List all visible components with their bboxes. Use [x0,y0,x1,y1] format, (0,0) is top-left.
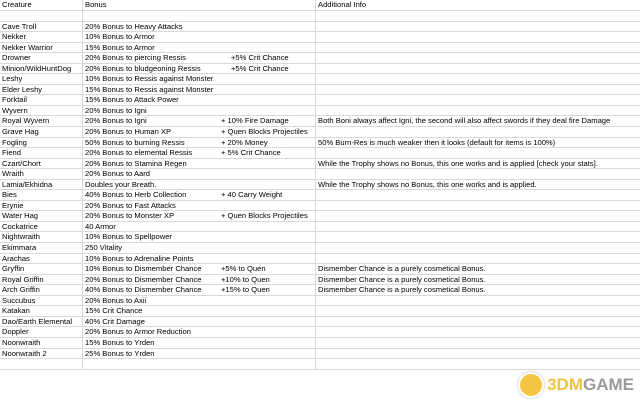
cell-creature[interactable]: Leshy [0,74,83,84]
cell-bonus[interactable] [83,53,316,63]
table-row [0,138,640,149]
table-row [0,169,640,180]
bonus-text: 15% Bonus to Yrden [85,337,155,347]
cell-creature[interactable] [0,359,83,369]
cell-bonus[interactable] [83,232,316,242]
cell-creature[interactable]: Lamia/Ekhidna [0,180,83,190]
cell-info[interactable] [316,349,640,359]
cell-creature[interactable]: Fogling [0,138,83,148]
bonus-text: 10% Bonus to Spellpower [85,232,172,242]
cell-info[interactable] [316,211,640,221]
table-row [0,296,640,307]
table-row [0,327,640,338]
cell-bonus[interactable] [83,11,316,21]
cell-creature[interactable]: Forktail [0,95,83,105]
bonus-extra: +15% to Quen [221,285,270,295]
table-row [0,201,640,212]
cell-bonus[interactable] [83,180,316,190]
cell-bonus[interactable] [83,243,316,253]
cell-bonus[interactable] [83,148,316,158]
bonus-text: 15% Bonus to Ressis against Monster [85,84,214,94]
table-row [0,222,640,233]
cell-bonus[interactable] [83,317,316,327]
bonus-extra: +10% to Quen [221,274,270,284]
cell-bonus[interactable] [83,349,316,359]
table-row [0,159,640,170]
cell-info[interactable] [316,222,640,232]
cell-bonus[interactable] [83,264,316,274]
cell-info[interactable] [316,359,640,369]
bonus-text: 40% Bonus to Herb Collection [85,190,187,200]
watermark-suffix: GAME [583,375,634,394]
bonus-text: 15% Crit Chance [85,306,143,316]
bonus-text: 20% Bonus to elemental Ressis [85,148,193,158]
table-row [0,232,640,243]
cell-info[interactable] [316,95,640,105]
table-row [0,180,640,191]
table-row [0,11,640,22]
cell-creature[interactable]: Wraith [0,169,83,179]
cell-info[interactable]: Dismember Chance is a purely cosmetical Bonus. [318,264,486,274]
header-bonus[interactable]: Bonus [83,0,316,10]
cell-bonus[interactable] [83,275,316,285]
cell-creature[interactable]: Drowner [0,53,83,63]
bonus-extra: + 10% Fire Damage [221,116,289,126]
cell-creature[interactable]: Fiend [0,148,83,158]
cell-info[interactable]: Dismember Chance is a purely cosmetical Bonus. [318,274,486,284]
cell-creature[interactable]: Noonwraith 2 [0,349,83,359]
table-row [0,275,640,286]
cell-info[interactable] [316,53,640,63]
table-row [0,64,640,75]
table-body [0,11,640,370]
bonus-text: 20% Bonus to Fast Attacks [85,200,176,210]
cell-info[interactable] [316,43,640,53]
cell-info[interactable] [316,243,640,253]
cell-bonus[interactable] [83,43,316,53]
cell-creature[interactable]: Minion/WildHuntDog [0,64,83,74]
table-row [0,32,640,43]
cell-info[interactable]: While the Trophy shows no Bonus, this one works and is applied [check your stats]. [318,158,598,168]
cell-bonus[interactable] [83,138,316,148]
table-row [0,359,640,370]
cell-creature[interactable]: Bies [0,190,83,200]
cell-info[interactable] [316,306,640,316]
cell-info[interactable] [316,32,640,42]
bonus-text: 10% Bonus to Adrenaline Points [85,253,194,263]
bonus-text: 10% Bonus to Dismember Chance [85,264,202,274]
bonus-text: 50% Bonus to burning Ressis [85,137,185,147]
cell-info[interactable] [316,85,640,95]
cell-creature[interactable]: Nightwraith [0,232,83,242]
cell-bonus[interactable] [83,222,316,232]
bonus-text: 20% Bonus to Axii [85,295,147,305]
cell-creature[interactable]: Erynie [0,201,83,211]
cell-creature[interactable]: Grave Hag [0,127,83,137]
cell-info[interactable]: Both Boni always affect Igni, the second will also affect swords if they deal fire Damage [318,116,611,126]
cell-creature[interactable]: Ekimmara [0,243,83,253]
bonus-extra: + Quen Blocks Projectiles [221,211,308,221]
table-row [0,106,640,117]
table-row [0,43,640,54]
bonus-text: 20% Bonus to Igni [85,116,147,126]
cell-info[interactable]: 50% Burn-Res is much weaker then it looks (default for items is 100%) [318,137,556,147]
cell-info[interactable] [316,127,640,137]
bonus-text: 20% Bonus to Heavy Attacks [85,21,183,31]
cell-bonus[interactable] [83,74,316,84]
cell-bonus[interactable] [83,327,316,337]
cell-creature[interactable]: Water Hag [0,211,83,221]
cell-bonus[interactable] [83,95,316,105]
bonus-extra: + 5% Crit Chance [221,148,281,158]
bonus-text: 20% Bonus to Armor Reduction [85,327,191,337]
header-creature[interactable]: Creature [0,0,83,10]
cell-bonus[interactable] [83,338,316,348]
cell-info[interactable] [316,11,640,21]
cell-info[interactable] [316,64,640,74]
cell-info[interactable]: Dismember Chance is a purely cosmetical Bonus. [318,285,486,295]
bonus-text: 20% Bonus to Stamina Regen [85,158,187,168]
cell-creature[interactable]: Cockatrice [0,222,83,232]
cell-bonus[interactable] [83,285,316,295]
cell-bonus[interactable] [83,127,316,137]
table-row [0,127,640,138]
table-row [0,85,640,96]
watermark-logo [518,372,634,398]
bonus-extra: + Quen Blocks Projectiles [221,127,308,137]
cell-creature[interactable]: Nekker Warrior [0,43,83,53]
cell-creature[interactable]: Arch Griffin [0,285,83,295]
cell-bonus[interactable] [83,85,316,95]
bonus-text: 40% Crit Damage [85,316,145,326]
watermark-icon [518,372,544,398]
bonus-text: Doubles your Breath. [85,179,157,189]
cell-bonus[interactable] [83,159,316,169]
cell-bonus[interactable] [83,169,316,179]
cell-bonus[interactable] [83,64,316,74]
bonus-text: 250 Vitality [85,243,123,253]
cell-info[interactable] [316,148,640,158]
table-row [0,22,640,33]
cell-creature[interactable]: Czart/Chort [0,159,83,169]
table-row [0,74,640,85]
bonus-text: 20% Bonus to piercing Ressis [85,53,186,63]
cell-creature[interactable]: Katakan [0,306,83,316]
cell-info[interactable] [316,22,640,32]
cell-bonus[interactable] [83,116,316,126]
cell-info[interactable] [316,201,640,211]
cell-info[interactable] [316,232,640,242]
header-info[interactable]: Additional Info [318,0,367,9]
bonus-text: 20% Bonus to Igni [85,105,147,115]
cell-creature[interactable] [0,11,83,21]
cell-info[interactable] [316,74,640,84]
cell-creature[interactable]: Royal Griffin [0,275,83,285]
bonus-text: 25% Bonus to Yrden [85,348,155,358]
bonus-extra: +5% Crit Chance [231,63,289,73]
bonus-text: 15% Bonus to Armor [85,42,155,52]
cell-bonus[interactable] [83,296,316,306]
table-row [0,254,640,265]
cell-bonus[interactable] [83,254,316,264]
cell-creature[interactable]: Cave Troll [0,22,83,32]
cell-creature[interactable]: Elder Leshy [0,85,83,95]
table-row [0,264,640,275]
cell-info[interactable] [316,317,640,327]
bonus-text: 20% Bonus to Human XP [85,127,172,137]
cell-creature[interactable]: Dao/Earth Elemental [0,317,83,327]
table-row [0,306,640,317]
bonus-text: 40% Bonus to Dismember Chance [85,285,202,295]
cell-bonus[interactable] [83,306,316,316]
bonus-extra: + 40 Carry Weight [221,190,283,200]
table-row [0,317,640,328]
cell-info[interactable] [316,338,640,348]
table-row [0,285,640,296]
cell-creature[interactable]: Wyvern [0,106,83,116]
cell-info[interactable] [316,169,640,179]
table-row [0,95,640,106]
cell-creature[interactable]: Noonwraith [0,338,83,348]
cell-info[interactable]: While the Trophy shows no Bonus, this one works and is applied. [318,179,537,189]
bonus-text: 20% Bonus to bludgeoning Ressis [85,63,201,73]
table-row [0,211,640,222]
bonus-extra: +5% to Quen [221,264,266,274]
table-row [0,190,640,201]
table-row [0,116,640,127]
cell-creature[interactable]: Succubus [0,296,83,306]
bonus-text: 20% Bonus to Aard [85,169,151,179]
table-row [0,338,640,349]
cell-info[interactable] [316,254,640,264]
cell-bonus[interactable] [83,106,316,116]
bonus-text: 15% Bonus to Attack Power [85,95,179,105]
header-row [0,0,640,11]
bonus-extra: + 20% Money [221,137,268,147]
cell-info[interactable] [316,296,640,306]
cell-creature[interactable]: Nekker [0,32,83,42]
bonus-text: 20% Bonus to Dismember Chance [85,274,202,284]
bonus-text: 10% Bonus to Ressis against Monster [85,74,214,84]
cell-info[interactable] [316,190,640,200]
cell-info[interactable] [316,106,640,116]
cell-creature[interactable]: Arachas [0,254,83,264]
cell-bonus[interactable] [83,22,316,32]
cell-bonus[interactable] [83,190,316,200]
table-row [0,349,640,360]
watermark-prefix: 3DM [547,375,583,394]
cell-bonus[interactable] [83,359,316,369]
bonus-text: 10% Bonus to Armor [85,32,155,42]
bonus-text: 40 Armor [85,221,116,231]
cell-creature[interactable]: Gryffin [0,264,83,274]
cell-bonus[interactable] [83,32,316,42]
table-row [0,53,640,64]
cell-bonus[interactable] [83,201,316,211]
cell-info[interactable] [316,327,640,337]
cell-bonus[interactable] [83,211,316,221]
bonus-text: 20% Bonus to Monster XP [85,211,175,221]
cell-creature[interactable]: Doppler [0,327,83,337]
table-row [0,243,640,254]
cell-creature[interactable]: Royal Wyvern [0,116,83,126]
bonus-extra: +5% Crit Chance [231,53,289,63]
table-row [0,148,640,159]
